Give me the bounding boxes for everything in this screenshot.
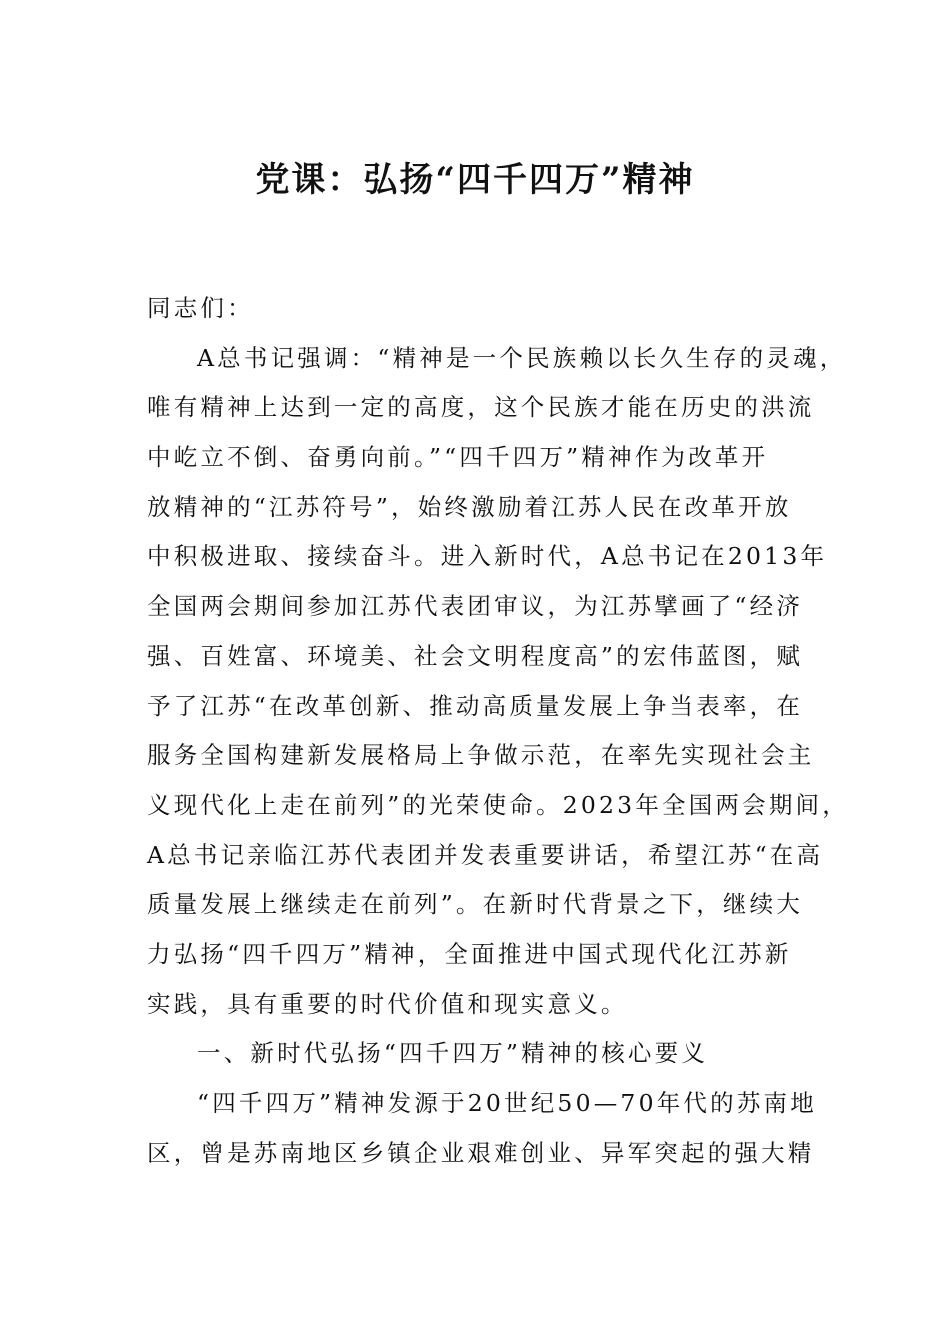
body-line: 同志们： [147,294,254,322]
body-line: 力弘扬“四千四万”精神，全面推进中国式现代化江苏新 [147,939,792,968]
body-line: 义现代化上走在前列”的光荣使命。2023年全国两会期间， [147,790,849,819]
body-line: 唯有精神上达到一定的高度，这个民族才能在历史的洪流 [147,393,815,422]
body-line: 质量发展上继续走在前列”。在新时代背景之下，继续大 [147,890,804,919]
body-line: 中积极进取、接续奋斗。进入新时代，A总书记在2013年 [147,542,828,571]
body-line: “四千四万”精神发源于20世纪50—70年代的苏南地 [197,1089,817,1117]
body-line: 放精神的“江苏符号”，始终激励着江苏人民在改革开放 [147,492,792,521]
document-body [147,284,849,1178]
body-line: 强、百姓富、环境美、社会文明程度高”的宏伟蓝图，赋 [147,641,804,670]
body-line: A总书记亲临江苏代表团并发表重要讲话，希望江苏“在高 [147,840,824,869]
body-line: 全国两会期间参加江苏代表团审议，为江苏擘画了“经济 [147,592,804,621]
body-line: 区，曾是苏南地区乡镇企业艰难创业、异军突起的强大精 [147,1138,815,1167]
body-line: 实践，具有重要的时代价值和现实意义。 [147,989,628,1018]
body-line: A总书记强调：“精神是一个民族赖以长久生存的灵魂， [197,343,847,372]
document-title: 党课：弘扬“四千四万”精神 [255,160,695,200]
body-line: 服务全国构建新发展格局上争做示范，在率先实现社会主 [147,741,815,770]
body-line: 中屹立不倒、奋勇向前。”“四千四万”精神作为改革开 [147,443,769,472]
section-heading: 一、新时代弘扬“四千四万”精神的核心要义 [197,1039,709,1068]
body-line: 予了江苏“在改革创新、推动高质量发展上争当表率，在 [147,691,804,720]
